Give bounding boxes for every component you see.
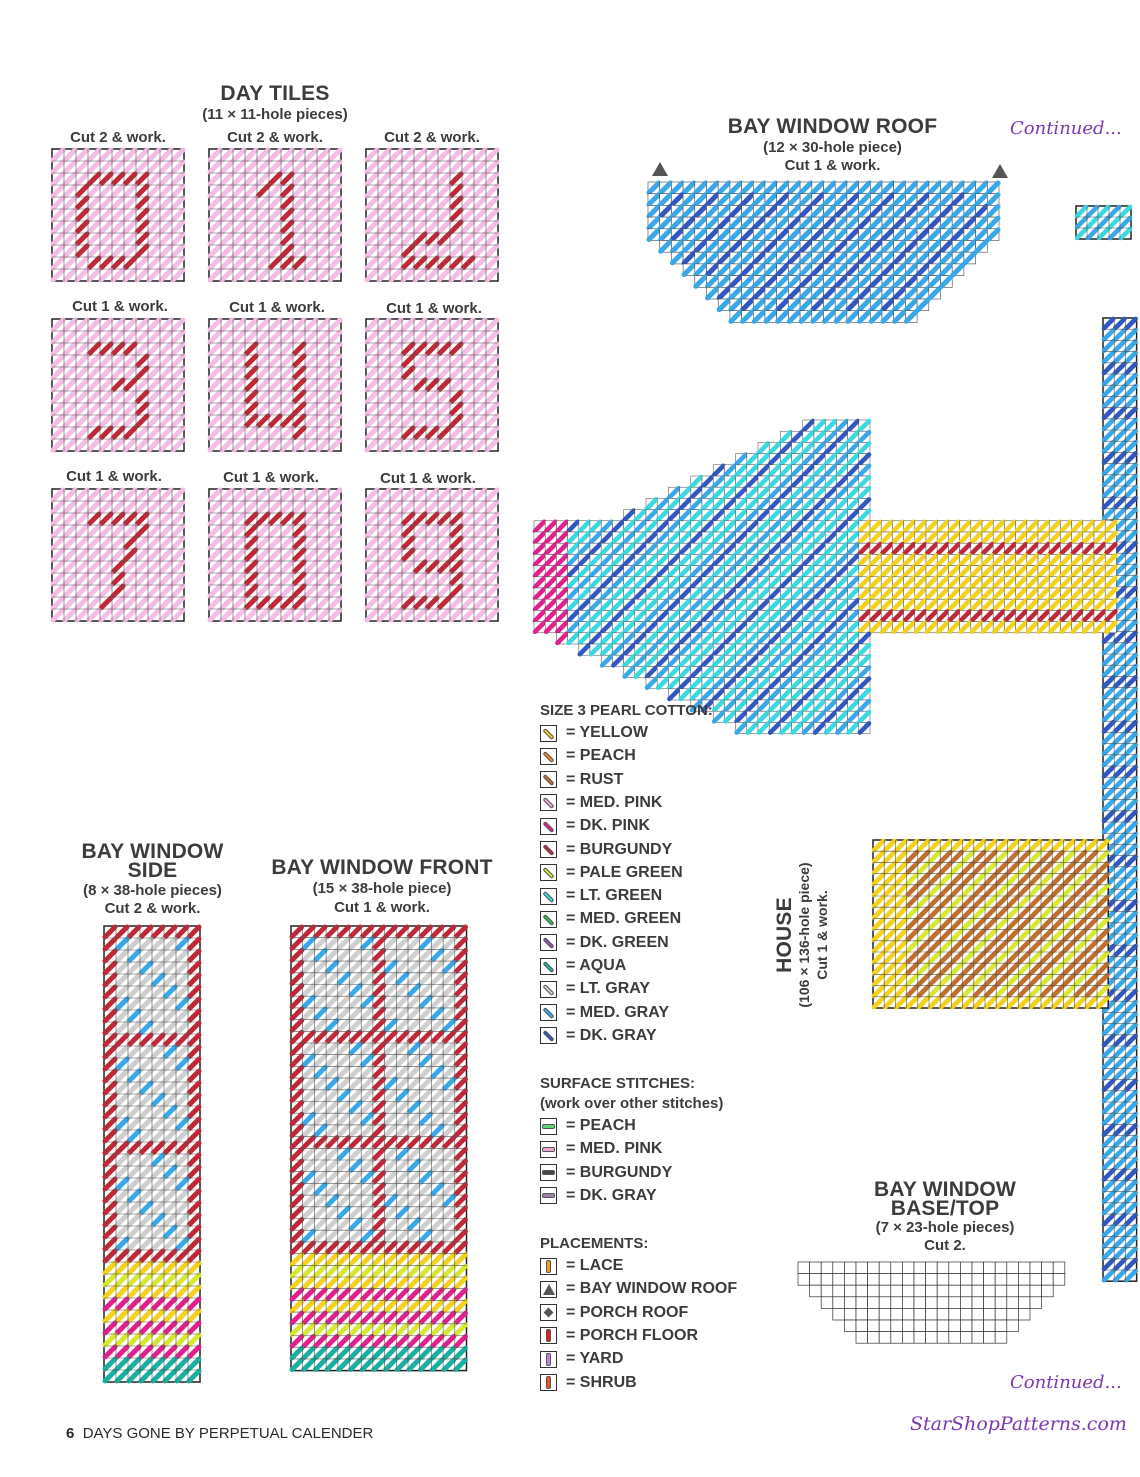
legend-item bbox=[540, 956, 626, 976]
house-porch-section bbox=[534, 420, 1116, 734]
tile-label: Cut 1 & work. bbox=[380, 470, 476, 487]
tile-label: Cut 1 & work. bbox=[223, 469, 319, 486]
tile-label: Cut 1 & work. bbox=[66, 468, 162, 485]
bay-window-front-instruction: Cut 1 & work. bbox=[334, 899, 430, 916]
color-swatch bbox=[540, 958, 557, 975]
color-swatch bbox=[540, 725, 557, 742]
tile-label: Cut 2 & work. bbox=[384, 129, 480, 146]
continued-label-bottom: Continued... bbox=[1010, 1372, 1122, 1393]
legend-item bbox=[540, 840, 672, 860]
day-tile bbox=[209, 149, 341, 281]
day-tile bbox=[366, 149, 498, 281]
legend-item bbox=[540, 1279, 737, 1299]
day-tile bbox=[52, 489, 184, 621]
day-tile bbox=[209, 319, 341, 451]
legend-item bbox=[540, 1303, 688, 1323]
bay-window-side-instruction: Cut 2 & work. bbox=[104, 900, 201, 917]
color-swatch bbox=[540, 794, 557, 811]
legend-item bbox=[540, 793, 662, 813]
house-window-section bbox=[873, 840, 1108, 1008]
color-swatch bbox=[540, 1004, 557, 1021]
color-swatch bbox=[540, 981, 557, 998]
legend-item bbox=[540, 770, 623, 790]
tile-label: Cut 1 & work. bbox=[72, 298, 168, 315]
legend-item bbox=[540, 1116, 636, 1136]
tile-label: Cut 1 & work. bbox=[229, 299, 325, 316]
website-link[interactable]: StarShopPatterns.com bbox=[910, 1413, 1127, 1435]
legend-item bbox=[540, 1003, 669, 1023]
color-swatch bbox=[540, 841, 557, 858]
legend-item bbox=[540, 1326, 698, 1346]
legend-label: = DK. GREEN bbox=[566, 933, 669, 951]
bay-window-front-subtitle: (15 × 38-hole piece) bbox=[312, 880, 452, 897]
legend-label: = MED. PINK bbox=[566, 793, 663, 811]
pearl-cotton-heading: SIZE 3 PEARL COTTON: bbox=[540, 702, 713, 719]
tile-label: Cut 1 & work. bbox=[386, 300, 482, 317]
legend-label: = BURGUNDY bbox=[566, 840, 673, 858]
legend-label: = BURGUNDY bbox=[566, 1163, 673, 1181]
placements-heading: PLACEMENTS: bbox=[540, 1235, 649, 1252]
legend-label: = DK. GRAY bbox=[566, 1186, 657, 1204]
legend-item bbox=[540, 909, 681, 929]
continued-label-top: Continued... bbox=[1010, 118, 1122, 139]
bay-window-front-title: BAY WINDOW FRONT bbox=[271, 856, 493, 879]
legend-label: = SHRUB bbox=[566, 1373, 637, 1391]
page-number: 6 bbox=[66, 1425, 75, 1442]
legend-label: = DK. GRAY bbox=[566, 1026, 657, 1044]
color-swatch bbox=[540, 748, 557, 765]
legend-label: = PALE GREEN bbox=[566, 863, 683, 881]
legend-label: = AQUA bbox=[566, 957, 627, 974]
legend-item bbox=[540, 1163, 672, 1183]
bar-icon bbox=[540, 1327, 557, 1344]
tile-label: Cut 2 & work. bbox=[227, 129, 323, 146]
bay-window-base-title-2: BASE/TOP bbox=[890, 1197, 1000, 1220]
legend-item bbox=[540, 1256, 623, 1276]
bar-icon bbox=[540, 1258, 557, 1275]
surface-stitches-heading: SURFACE STITCHES: bbox=[540, 1075, 696, 1092]
house-label-group bbox=[775, 825, 845, 1045]
legend-label: = DK. PINK bbox=[566, 817, 651, 835]
color-swatch bbox=[540, 1187, 557, 1204]
bay-window-base-title-1: BAY WINDOW bbox=[873, 1178, 1016, 1201]
legend-item bbox=[540, 979, 650, 999]
color-swatch bbox=[540, 1027, 557, 1044]
legend-label: = LT. GRAY bbox=[566, 980, 651, 998]
bay-window-roof-subtitle: (12 × 30-hole piece) bbox=[763, 139, 902, 156]
legend-label: = MED. PINK bbox=[566, 1140, 663, 1158]
legend-item bbox=[540, 1186, 657, 1206]
legend-label: = MED. GREEN bbox=[566, 910, 682, 928]
day-tile bbox=[366, 489, 498, 621]
day-tile bbox=[209, 489, 341, 621]
color-swatch bbox=[540, 818, 557, 835]
house-instruction: Cut 1 & work. bbox=[814, 890, 830, 980]
legend-item bbox=[540, 1139, 662, 1159]
color-swatch bbox=[540, 771, 557, 788]
day-tiles-title: DAY TILES bbox=[220, 82, 330, 105]
publication-title: DAYS GONE BY PERPETUAL CALENDER bbox=[82, 1425, 374, 1442]
color-swatch bbox=[540, 1164, 557, 1181]
day-tile bbox=[366, 319, 498, 451]
surface-stitches-note: (work over other stitches) bbox=[540, 1095, 724, 1112]
bay-window-side-title-2: SIDE bbox=[127, 859, 178, 882]
day-tile bbox=[52, 319, 184, 451]
house-fragment-top bbox=[1076, 206, 1131, 239]
legend-item bbox=[540, 1349, 623, 1369]
bay-window-side-piece bbox=[104, 926, 200, 1382]
color-swatch bbox=[540, 864, 557, 881]
bay-window-roof-instruction: Cut 1 & work. bbox=[784, 157, 881, 174]
triangle-icon bbox=[540, 1281, 557, 1298]
legend-item bbox=[540, 746, 636, 766]
legend-label: = LACE bbox=[566, 1257, 624, 1274]
legend-label: = PORCH FLOOR bbox=[566, 1326, 699, 1344]
triangle-icon bbox=[652, 162, 668, 176]
legend-label: = RUST bbox=[566, 770, 624, 788]
bay-window-base-subtitle: (7 × 23-hole pieces) bbox=[875, 1219, 1015, 1236]
bay-window-roof-title: BAY WINDOW ROOF bbox=[727, 115, 938, 138]
legend-label: = YARD bbox=[566, 1350, 624, 1368]
legend-item bbox=[540, 816, 650, 836]
legend-label: = MED. GRAY bbox=[566, 1003, 669, 1021]
house-subtitle: (106 × 136-hole piece) bbox=[796, 862, 812, 1008]
color-swatch bbox=[540, 1141, 557, 1158]
legend-label: = PORCH ROOF bbox=[566, 1303, 689, 1321]
day-tile bbox=[52, 149, 184, 281]
bar-icon bbox=[540, 1374, 557, 1391]
legend-label: = BAY WINDOW ROOF bbox=[566, 1280, 738, 1298]
bay-window-side-title-1: BAY WINDOW bbox=[81, 840, 224, 863]
house-title: HOUSE bbox=[773, 897, 796, 973]
bay-window-front-piece bbox=[291, 926, 467, 1371]
legend-item bbox=[540, 1026, 657, 1046]
bay-window-side-subtitle: (8 × 38-hole pieces) bbox=[83, 882, 222, 899]
triangle-icon bbox=[992, 164, 1008, 178]
legend-label: = YELLOW bbox=[566, 724, 648, 741]
color-swatch bbox=[540, 1118, 557, 1135]
legend-label: = LT. GREEN bbox=[566, 887, 663, 905]
bay-window-base-instruction: Cut 2. bbox=[924, 1237, 966, 1254]
tile-label: Cut 2 & work. bbox=[70, 129, 166, 146]
bay-window-roof-piece bbox=[648, 162, 1008, 322]
legend-item bbox=[540, 723, 648, 743]
legend-item bbox=[540, 886, 662, 906]
legend-item bbox=[540, 1373, 637, 1393]
legend-label: = PEACH bbox=[566, 747, 636, 765]
legend-item bbox=[540, 933, 669, 953]
bay-window-base-piece bbox=[798, 1262, 1065, 1343]
legend-item bbox=[540, 863, 683, 883]
color-swatch bbox=[540, 911, 557, 928]
diamond-icon bbox=[540, 1304, 557, 1321]
legend-label: = PEACH bbox=[566, 1117, 636, 1134]
house-strip bbox=[1103, 318, 1137, 1281]
footer-title bbox=[66, 1425, 373, 1442]
color-swatch bbox=[540, 888, 557, 905]
bar-icon bbox=[540, 1351, 557, 1368]
color-swatch bbox=[540, 934, 557, 951]
day-tiles-subtitle: (11 × 11-hole pieces) bbox=[202, 106, 348, 123]
